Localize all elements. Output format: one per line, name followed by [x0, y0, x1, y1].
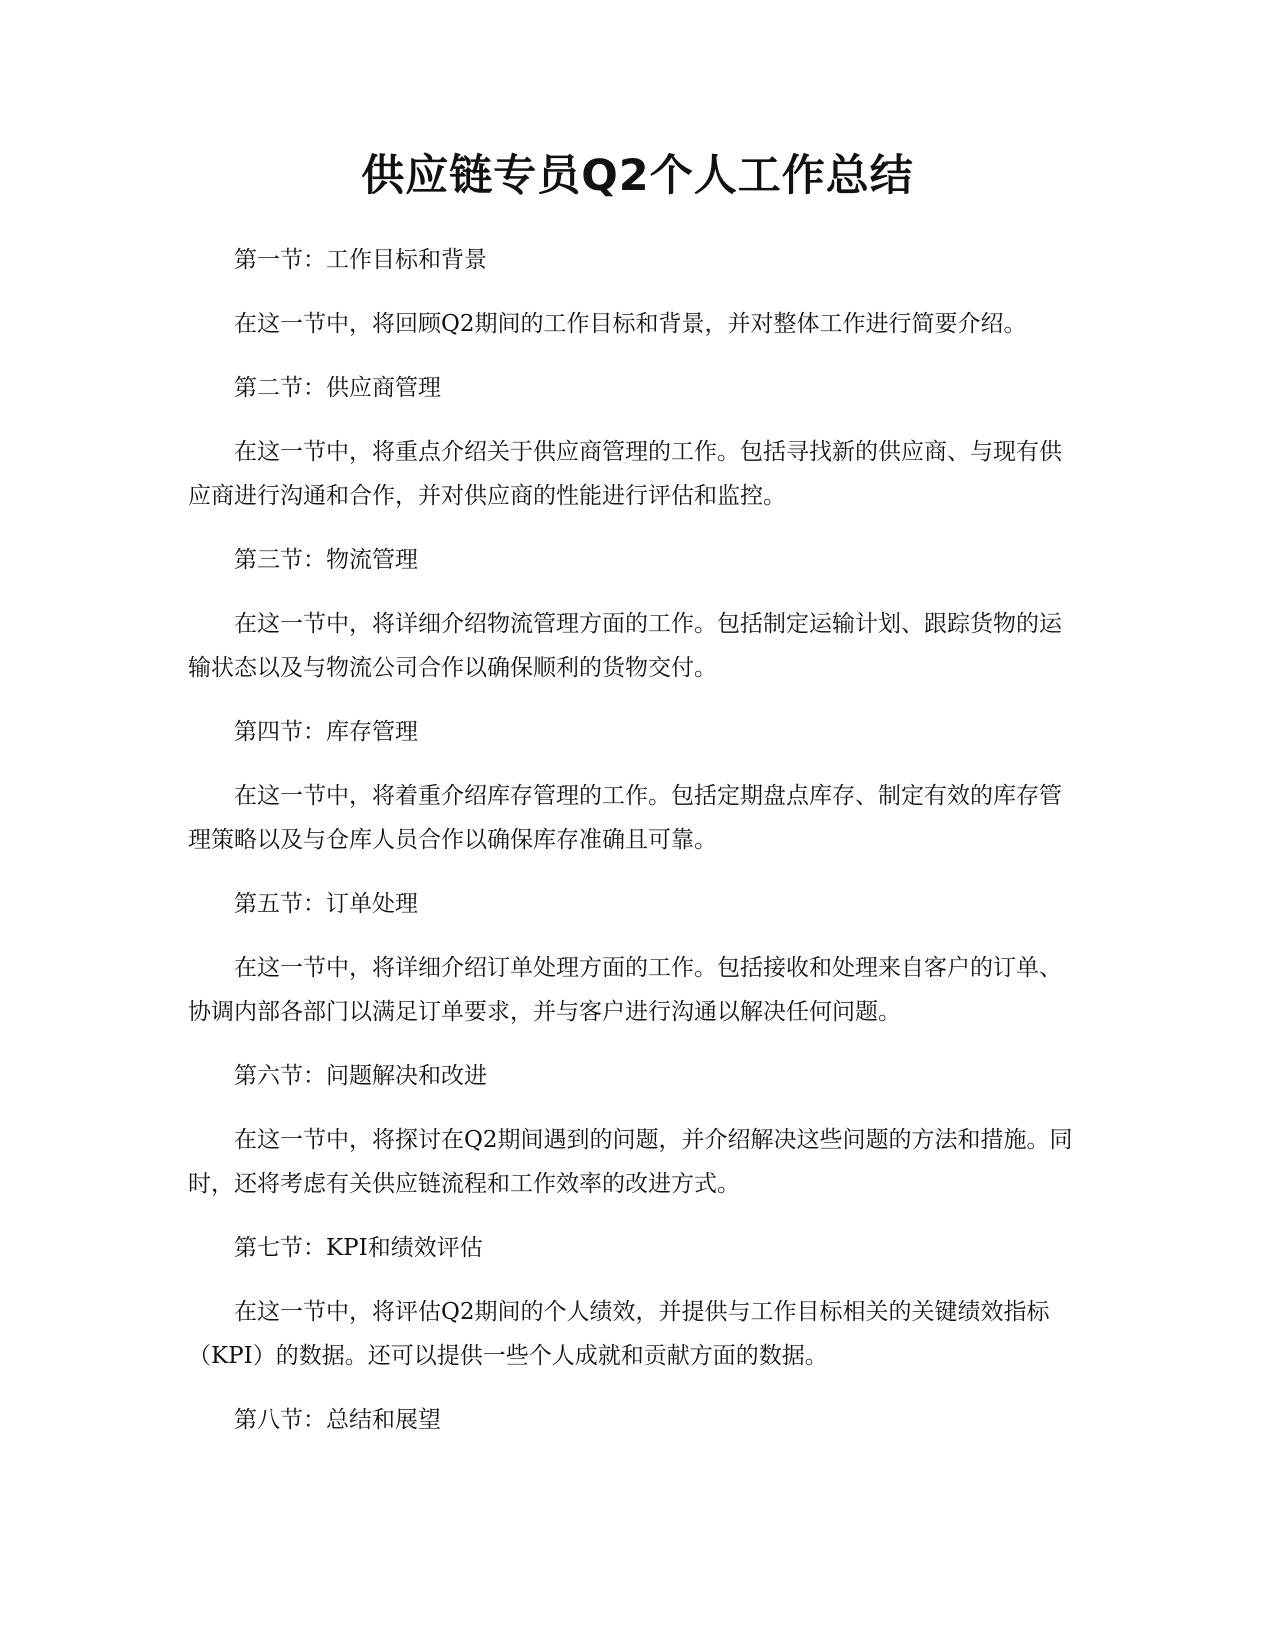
section-6-heading: 第六节：问题解决和改进 — [234, 1063, 487, 1089]
section-3-paragraph: 在这一节中，将详细介绍物流管理方面的工作。包括制定运输计划、跟踪货物的运输状态以及与物流公司合作以确保顺利的货物交付。 — [188, 611, 1062, 681]
section-4-paragraph: 在这一节中，将着重介绍库存管理的工作。包括定期盘点库存、制定有效的库存管理策略以及与仓库人员合作以确保库存准确且可靠。 — [188, 783, 1062, 853]
section-5-paragraph: 在这一节中，将详细介绍订单处理方面的工作。包括接收和处理来自客户的订单、协调内部各部门以满足订单要求，并与客户进行沟通以解决任何问题。 — [188, 955, 1062, 1025]
section-6-paragraph: 在这一节中，将探讨在Q2期间遇到的问题，并介绍解决这些问题的方法和措施。同时，还将考虑有关供应链流程和工作效率的改进方式。 — [188, 1127, 1073, 1197]
document-body — [188, 238, 1078, 1462]
document-title: 供应链专员Q2个人工作总结 — [361, 151, 914, 201]
section-2-paragraph: 在这一节中，将重点介绍关于供应商管理的工作。包括寻找新的供应商、与现有供应商进行沟通和合作，并对供应商的性能进行评估和监控。 — [188, 439, 1062, 509]
section-5-heading: 第五节：订单处理 — [234, 891, 418, 917]
section-2-heading: 第二节：供应商管理 — [234, 375, 441, 401]
section-3-heading: 第三节：物流管理 — [234, 547, 418, 573]
section-1-heading: 第一节：工作目标和背景 — [234, 247, 487, 273]
section-4-heading: 第四节：库存管理 — [234, 719, 418, 745]
section-8-heading: 第八节：总结和展望 — [234, 1407, 441, 1433]
section-7-heading: 第七节：KPI和绩效评估 — [234, 1235, 483, 1261]
section-7-paragraph: 在这一节中，将评估Q2期间的个人绩效，并提供与工作目标相关的关键绩效指标（KPI）的数据。还可以提供一些个人成就和贡献方面的数据。 — [188, 1299, 1050, 1369]
section-1-paragraph: 在这一节中，将回顾Q2期间的工作目标和背景，并对整体工作进行简要介绍。 — [234, 311, 1027, 337]
